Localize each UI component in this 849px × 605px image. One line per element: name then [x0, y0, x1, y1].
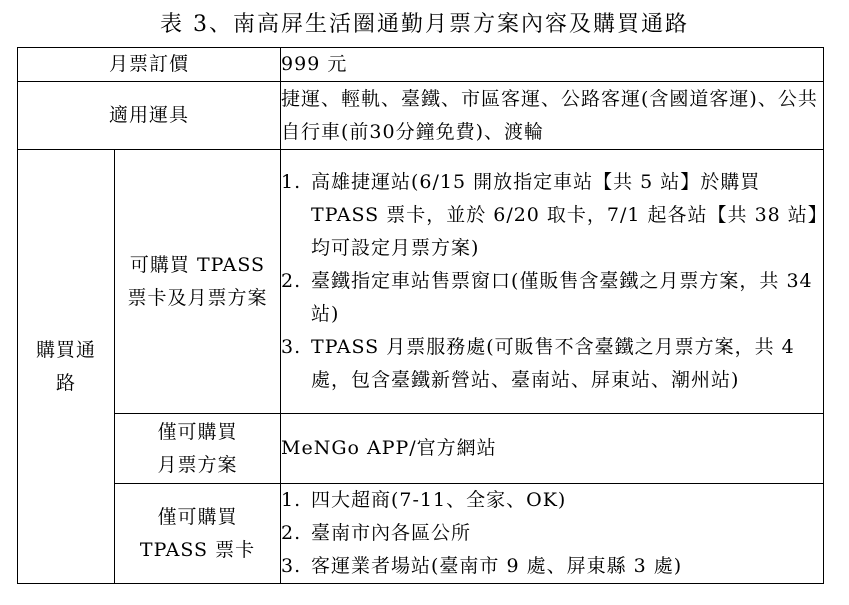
item-text: 高雄捷運站(6/15 開放指定車站【共 5 站】於購買 TPASS 票卡，並於 6/20 取卡，7/1 起各站【共 38 站】均可設定月票方案)	[311, 171, 819, 259]
group-items	[281, 150, 824, 414]
item-number: 3.	[281, 555, 302, 577]
table-title: 表 3、南高屏生活圈通勤月票方案內容及購買通路	[160, 12, 689, 37]
list-item	[281, 265, 823, 331]
item-number: 2.	[281, 270, 302, 292]
group-label: 僅可購買 月票方案	[115, 414, 281, 484]
vehicles-value: 捷運、輕軌、臺鐵、市區客運、公路客運(含國道客運)、公共自行車(前30分鐘免費)、渡輪	[281, 82, 824, 150]
item-text: 四大超商(7-11、全家、OK)	[311, 489, 567, 511]
list-item	[281, 166, 823, 265]
item-text: 臺南市內各區公所	[311, 522, 472, 544]
table-row	[18, 150, 824, 414]
price-value: 999 元	[281, 48, 824, 82]
table-row	[18, 414, 824, 484]
list-item	[281, 517, 823, 550]
group-value: MeNGo APP/官方網站	[281, 414, 824, 484]
table-row	[18, 48, 824, 82]
list-item	[281, 484, 823, 517]
numbered-list	[281, 484, 823, 583]
group-items	[281, 484, 824, 584]
item-text: TPASS 月票服務處(可販售不含臺鐵之月票方案，共 4 處，包含臺鐵新營站、臺南站、屏東站、潮州站)	[311, 336, 795, 391]
numbered-list	[281, 166, 823, 397]
vehicles-label: 適用運具	[18, 82, 281, 150]
channels-label: 購買通路	[18, 150, 115, 584]
price-label: 月票訂價	[18, 48, 281, 82]
table-row	[18, 82, 824, 150]
item-number: 3.	[281, 336, 302, 358]
item-text: 客運業者場站(臺南市 9 處、屏東縣 3 處)	[311, 555, 683, 577]
table-row	[18, 484, 824, 584]
item-number: 2.	[281, 522, 302, 544]
item-text: 臺鐵指定車站售票窗口(僅販售含臺鐵之月票方案，共 34 站)	[311, 270, 813, 325]
group-label: 可購買 TPASS 票卡及月票方案	[115, 150, 281, 414]
list-item	[281, 331, 823, 397]
commuter-pass-table	[17, 47, 824, 584]
item-number: 1.	[281, 171, 302, 193]
group-label: 僅可購買 TPASS 票卡	[115, 484, 281, 584]
list-item	[281, 550, 823, 583]
item-number: 1.	[281, 489, 302, 511]
